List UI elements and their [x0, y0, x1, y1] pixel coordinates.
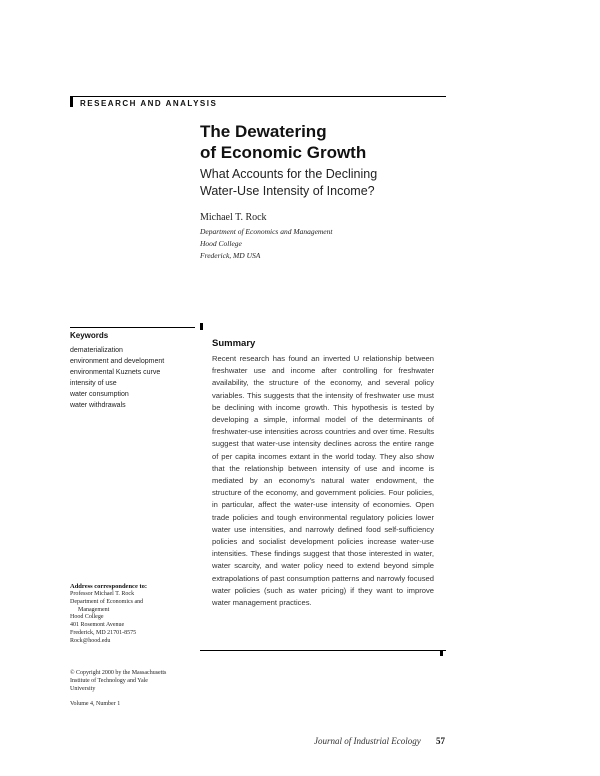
page-number: 57	[436, 736, 445, 746]
affiliation-location: Frederick, MD USA	[200, 251, 261, 260]
title-line-1: The Dewatering	[200, 122, 327, 141]
article-subtitle	[200, 166, 440, 200]
correspondence-address	[70, 591, 143, 646]
address-line: Frederick, MD 21701-8575	[70, 629, 137, 636]
keyword-item: environment and development	[70, 358, 165, 365]
keywords-title: Keywords	[70, 331, 109, 340]
copyright-line: Institute of Technology and Yale	[70, 677, 148, 684]
summary-text: Recent research has found an inverted U relationship between freshwater use and income after controlling for freshwater availability, the structure of the economy, and several policy variables. This suggests that the intensity of freshwater use must be declining with income growth. This hypothesis is tested by developing a simple, informal model of the determinants of freshwater-use intensities across countries and over time. Results suggest that water-use intensity declines across the entire range of per capita incomes extant in the world today. They also show that the relationship between intensity of use and income is mediated by an economy's natural water endowment, the structure of the economy, and government policies. Four policies, in particular, affect the water-use intensity of economies. Open trade policies and tough environmental regulatory policies lower water use intensities, and narrowly defined food self-sufficiency policies and socialist development policies increase water-use intensities. These findings suggest that those interested in water, water scarcity, and water policy need to extend beyond simple extrapolations of past consumption patterns and narrowly focused water policies (such as water pricing) if they want to improve water management practices.	[212, 354, 434, 608]
affiliation-department: Department of Economics and Management	[200, 227, 333, 236]
keywords-rule	[70, 327, 195, 328]
subtitle-line-1: What Accounts for the Declining	[200, 167, 378, 181]
address-line: Professor Michael T. Rock	[70, 591, 135, 597]
address-line: 401 Rosemont Avenue	[70, 622, 125, 629]
address-line: Department of Economics and	[70, 598, 144, 605]
journal-name: Journal of Industrial Ecology	[314, 736, 421, 746]
affiliation-institution: Hood College	[200, 239, 242, 248]
keyword-item: environmental Kuznets curve	[70, 369, 161, 376]
keyword-item: intensity of use	[70, 380, 117, 387]
volume-info: Volume 4, Number 1	[70, 701, 121, 707]
header-bar-mark	[70, 97, 73, 107]
section-label: RESEARCH AND ANALYSIS	[80, 99, 218, 108]
keyword-item: dematerialization	[70, 347, 123, 354]
subtitle-line-2: Water-Use Intensity of Income?	[200, 184, 375, 198]
copyright-line: University	[70, 685, 96, 692]
summary-title: Summary	[212, 338, 256, 349]
summary-bottom-rule	[200, 650, 446, 651]
summary-bottom-mark	[440, 650, 443, 656]
keyword-item: water withdrawals	[70, 402, 126, 409]
email-link[interactable]: Rock@hood.edu	[70, 637, 111, 644]
address-line: Hood College	[70, 614, 104, 621]
title-line-2: of Economic Growth	[200, 143, 367, 162]
keywords-list	[70, 345, 164, 411]
correspondence-title: Address correspondence to:	[70, 583, 148, 590]
summary-mark	[200, 323, 203, 330]
address-line: Management	[78, 606, 110, 613]
author-name: Michael T. Rock	[200, 212, 267, 223]
copyright-notice	[70, 670, 195, 693]
copyright-line: © Copyright 2000 by the Massachusetts	[70, 670, 167, 676]
keyword-item: water consumption	[70, 391, 129, 398]
header-rule	[70, 96, 446, 97]
article-title	[200, 121, 460, 163]
